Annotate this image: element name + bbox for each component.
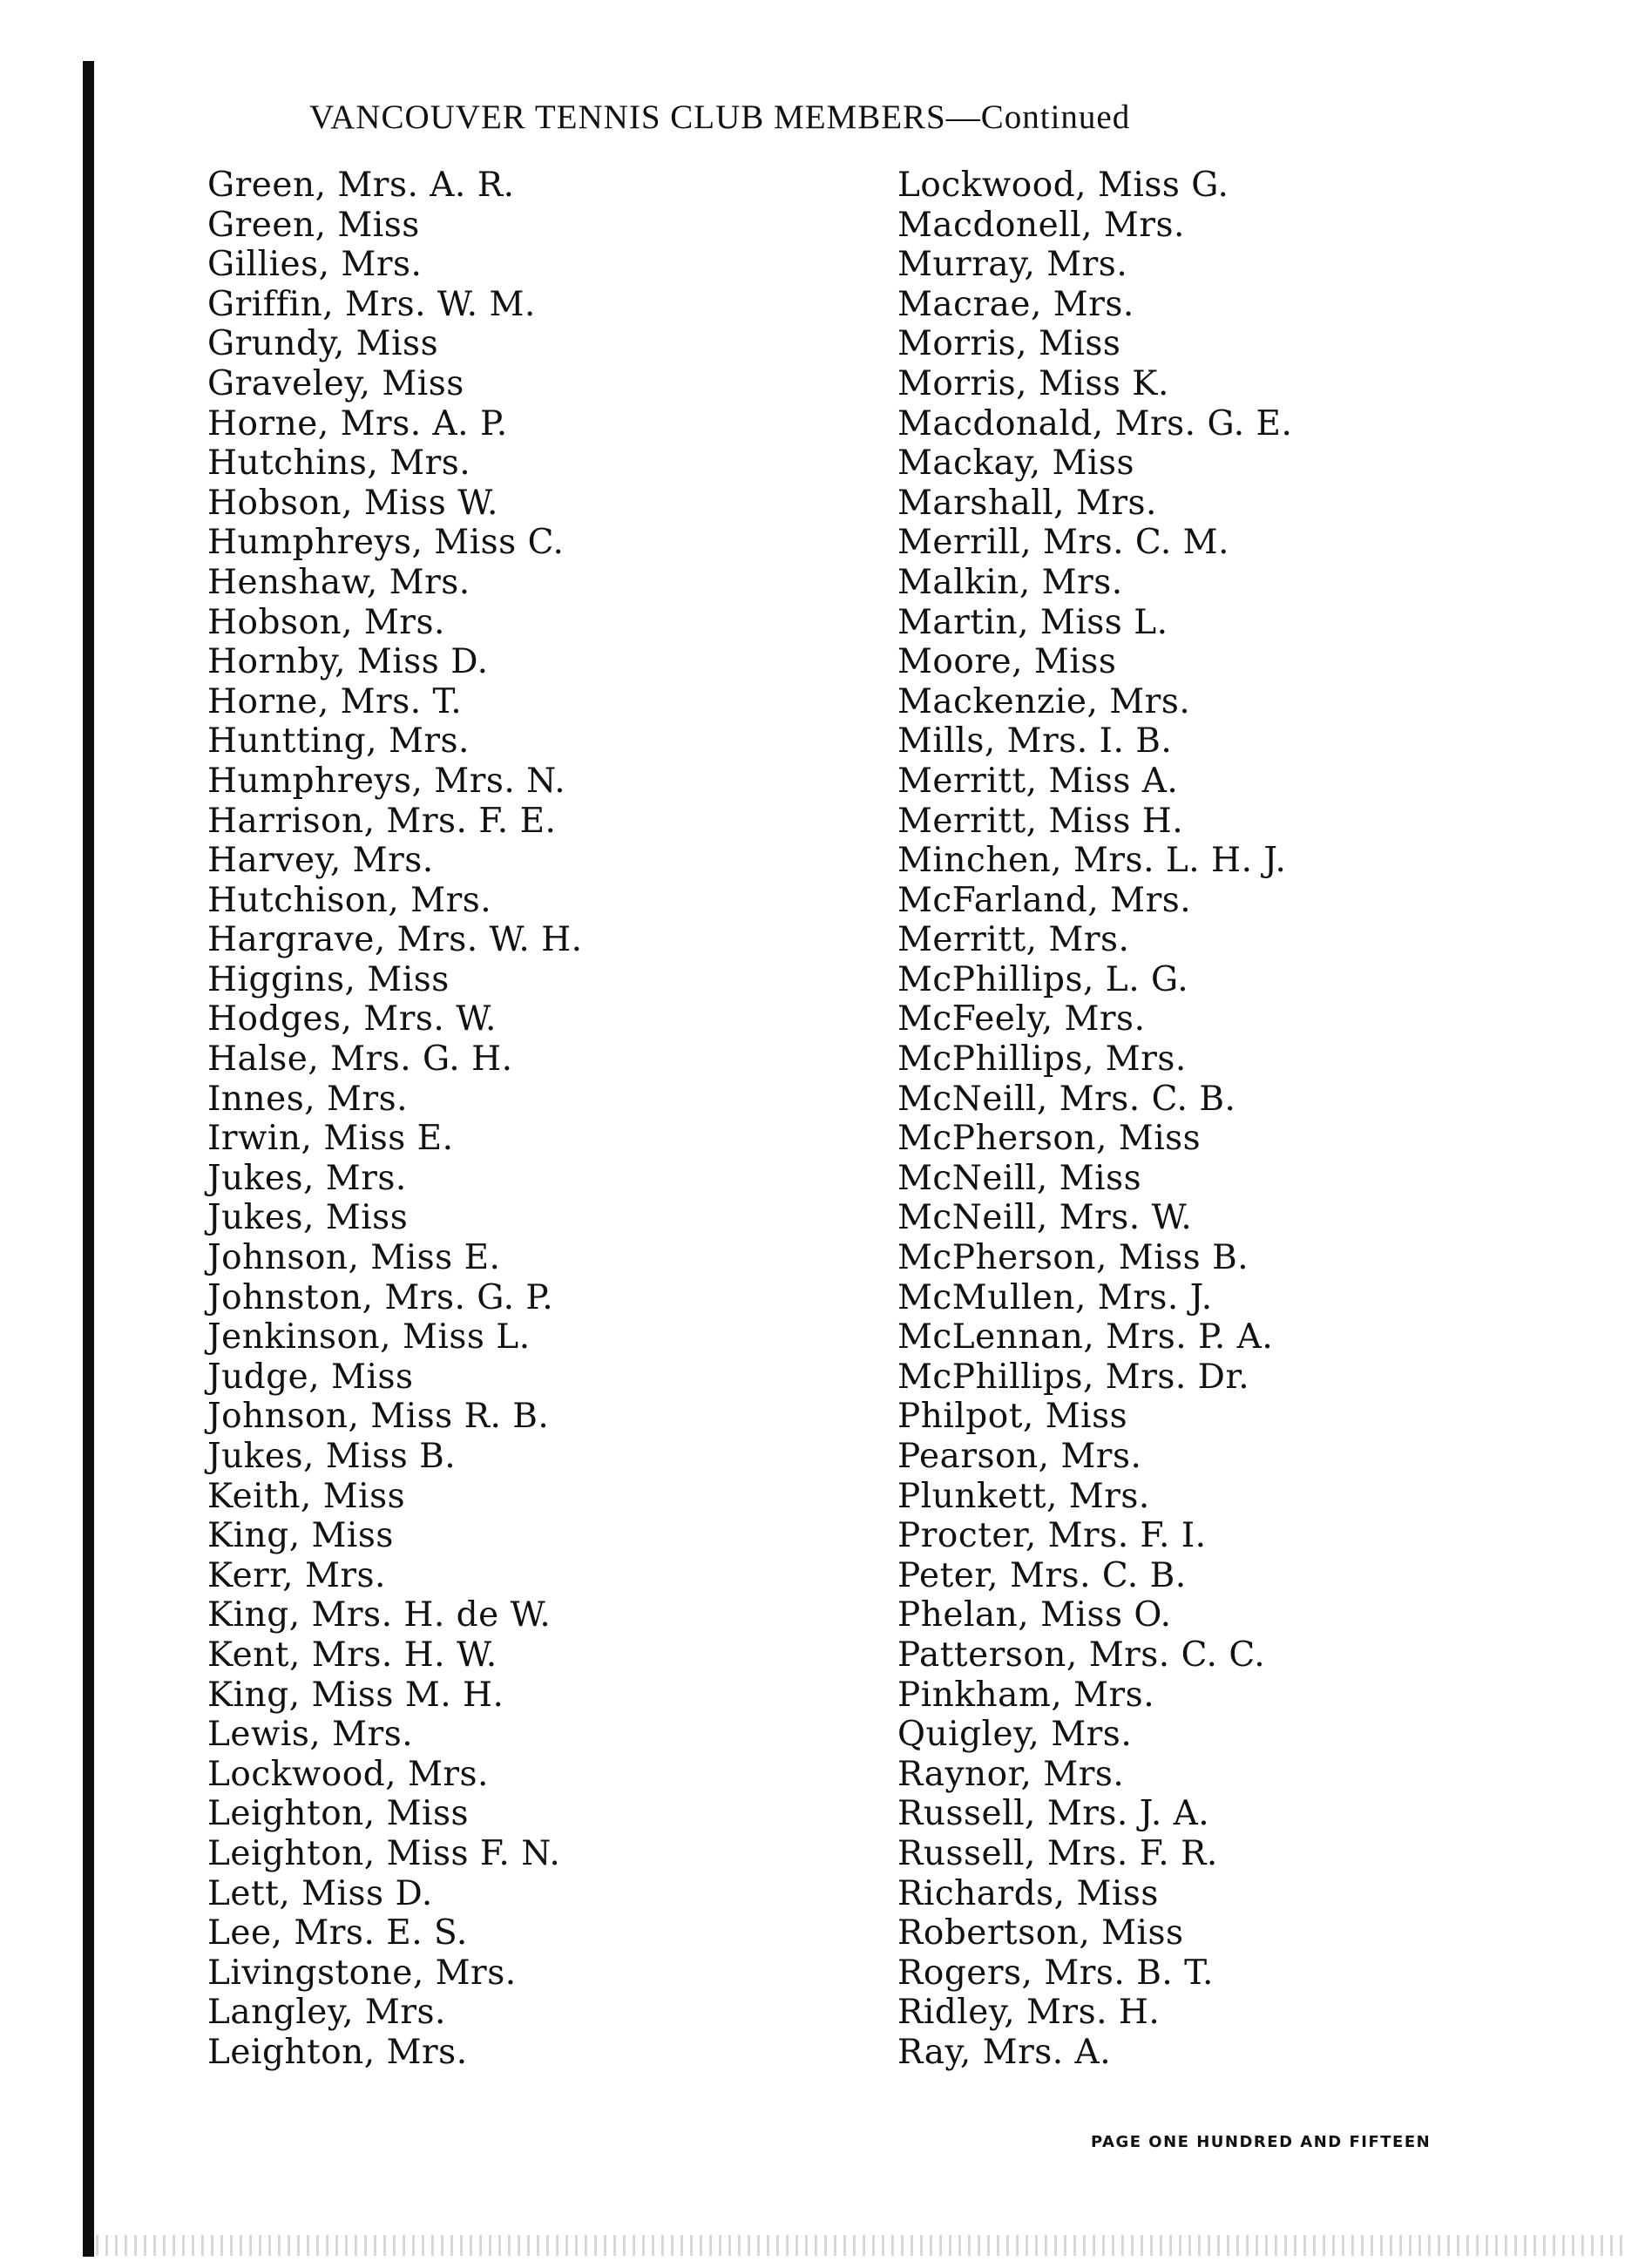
member-entry: Graveley, Miss [207, 363, 464, 403]
member-entry: Philpot, Miss [897, 1397, 1128, 1437]
member-entry: Merritt, Miss H. [897, 801, 1184, 841]
member-entry: Macdonell, Mrs. [897, 205, 1185, 245]
member-entry: Hutchison, Mrs. [207, 880, 492, 920]
member-entry: Kent, Mrs. H. W. [207, 1635, 498, 1675]
member-entry: Irwin, Miss E. [207, 1119, 454, 1159]
member-entry: Hodges, Mrs. W. [207, 999, 497, 1039]
member-entry: Johnston, Mrs. G. P. [207, 1277, 554, 1317]
member-entry: Humphreys, Miss C. [207, 523, 565, 563]
member-entry: Robertson, Miss [897, 1913, 1184, 1953]
member-entry: Patterson, Mrs. C. C. [897, 1635, 1266, 1675]
member-entry: Leighton, Miss [207, 1794, 470, 1834]
member-entry: McPhillips, Mrs. Dr. [897, 1357, 1250, 1397]
member-entry: McLennan, Mrs. P. A. [897, 1317, 1274, 1357]
member-entry: Russell, Mrs. F. R. [897, 1833, 1218, 1873]
member-entry: McPhillips, Mrs. [897, 1039, 1187, 1080]
member-entry: Halse, Mrs. G. H. [207, 1039, 513, 1080]
member-entry: Merritt, Miss A. [897, 761, 1179, 801]
member-entry: McPherson, Miss [897, 1119, 1202, 1159]
member-entry: Green, Miss [207, 205, 420, 245]
member-entry: Innes, Mrs. [207, 1079, 409, 1119]
member-entry: Mackay, Miss [897, 443, 1134, 484]
member-entry: Gillies, Mrs. [207, 245, 423, 285]
member-entry: Lockwood, Miss G. [897, 166, 1229, 205]
member-entry: Russell, Mrs. J. A. [897, 1794, 1210, 1834]
member-entry: Mackenzie, Mrs. [897, 681, 1191, 721]
member-entry: King, Miss M. H. [207, 1675, 504, 1715]
member-entry: Hornby, Miss D. [207, 642, 489, 682]
member-entry: Keith, Miss [207, 1476, 406, 1516]
member-entry: Lewis, Mrs. [207, 1715, 414, 1755]
member-entry: Merritt, Mrs. [897, 920, 1130, 960]
member-entry: Jukes, Mrs. [207, 1158, 407, 1198]
member-entry: McNeill, Mrs. W. [897, 1198, 1193, 1238]
member-entry: Higgins, Miss [207, 959, 450, 999]
member-entry: McMullen, Mrs. J. [897, 1277, 1213, 1317]
member-list-right [897, 166, 1594, 2073]
member-entry: Murray, Mrs. [897, 245, 1128, 285]
member-entry: Horne, Mrs. A. P. [207, 403, 508, 443]
member-entry: Green, Mrs. A. R. [207, 166, 515, 205]
member-entry: Horne, Mrs. T. [207, 681, 463, 721]
member-entry: Johnson, Miss R. B. [207, 1397, 550, 1437]
member-entry: Pinkham, Mrs. [897, 1675, 1155, 1715]
member-entry: Richards, Miss [897, 1873, 1159, 1913]
member-entry: King, Miss [207, 1516, 394, 1556]
member-entry: Henshaw, Mrs. [207, 562, 470, 602]
member-entry: Marshall, Mrs. [897, 483, 1157, 523]
page-number-footer: PAGE ONE HUNDRED AND FIFTEEN [1091, 2133, 1432, 2151]
binding-edge-line [83, 61, 94, 2257]
member-entry: Lockwood, Mrs. [207, 1754, 489, 1794]
member-entry: Merrill, Mrs. C. M. [897, 523, 1229, 563]
scan-smudge [96, 2235, 1629, 2256]
member-entry: Moore, Miss [897, 642, 1117, 682]
member-entry: McNeill, Miss [897, 1158, 1142, 1198]
member-entry: Phelan, Miss O. [897, 1595, 1172, 1635]
page-title: VANCOUVER TENNIS CLUB MEMBERS—Continued [309, 98, 1131, 136]
member-entry: Plunkett, Mrs. [897, 1476, 1150, 1516]
member-entry: Huntting, Mrs. [207, 721, 470, 762]
member-entry: Macrae, Mrs. [897, 284, 1134, 324]
member-entry: King, Mrs. H. de W. [207, 1595, 552, 1635]
member-entry: Hobson, Mrs. [207, 602, 445, 642]
member-entry: Jukes, Miss [207, 1198, 409, 1238]
member-entry: Macdonald, Mrs. G. E. [897, 403, 1293, 443]
member-entry: Ridley, Mrs. H. [897, 1993, 1161, 2033]
member-entry: Procter, Mrs. F. I. [897, 1516, 1207, 1556]
member-entry: Judge, Miss [207, 1357, 414, 1397]
member-entry: Rogers, Mrs. B. T. [897, 1953, 1214, 1993]
member-entry: Martin, Miss L. [897, 602, 1168, 642]
member-entry: Lett, Miss D. [207, 1873, 433, 1913]
member-entry: Malkin, Mrs. [897, 562, 1123, 602]
member-list-left [207, 166, 835, 2073]
member-entry: Minchen, Mrs. L. H. J. [897, 841, 1287, 881]
member-entry: Livingstone, Mrs. [207, 1953, 517, 1993]
member-entry: Kerr, Mrs. [207, 1555, 386, 1595]
member-entry: Griffin, Mrs. W. M. [207, 284, 536, 324]
member-entry: Ray, Mrs. A. [897, 2032, 1112, 2072]
member-entry: McFarland, Mrs. [897, 880, 1192, 920]
member-entry: Harvey, Mrs. [207, 841, 434, 881]
member-entry: Raynor, Mrs. [897, 1754, 1125, 1794]
member-entry: McFeely, Mrs. [897, 999, 1146, 1039]
member-entry: McNeill, Mrs. C. B. [897, 1079, 1236, 1119]
member-entry: Hargrave, Mrs. W. H. [207, 920, 583, 960]
member-entry: Quigley, Mrs. [897, 1715, 1133, 1755]
member-entry: Harrison, Mrs. F. E. [207, 801, 557, 841]
member-entry: McPhillips, L. G. [897, 959, 1189, 999]
member-entry: Johnson, Miss E. [207, 1238, 501, 1278]
member-entry: McPherson, Miss B. [897, 1238, 1249, 1278]
member-entry: Leighton, Miss F. N. [207, 1833, 561, 1873]
member-entry: Jenkinson, Miss L. [207, 1317, 531, 1357]
member-entry: Peter, Mrs. C. B. [897, 1555, 1187, 1595]
member-entry: Jukes, Miss B. [207, 1437, 457, 1476]
member-entry: Mills, Mrs. I. B. [897, 721, 1173, 762]
member-entry: Pearson, Mrs. [897, 1437, 1142, 1476]
member-entry: Morris, Miss [897, 324, 1121, 364]
member-entry: Hobson, Miss W. [207, 483, 498, 523]
member-entry: Hutchins, Mrs. [207, 443, 471, 484]
member-entry: Morris, Miss K. [897, 363, 1169, 403]
member-entry: Grundy, Miss [207, 324, 439, 364]
member-entry: Leighton, Mrs. [207, 2032, 468, 2072]
member-entry: Lee, Mrs. E. S. [207, 1913, 468, 1953]
member-entry: Humphreys, Mrs. N. [207, 761, 566, 801]
member-entry: Langley, Mrs. [207, 1993, 446, 2033]
